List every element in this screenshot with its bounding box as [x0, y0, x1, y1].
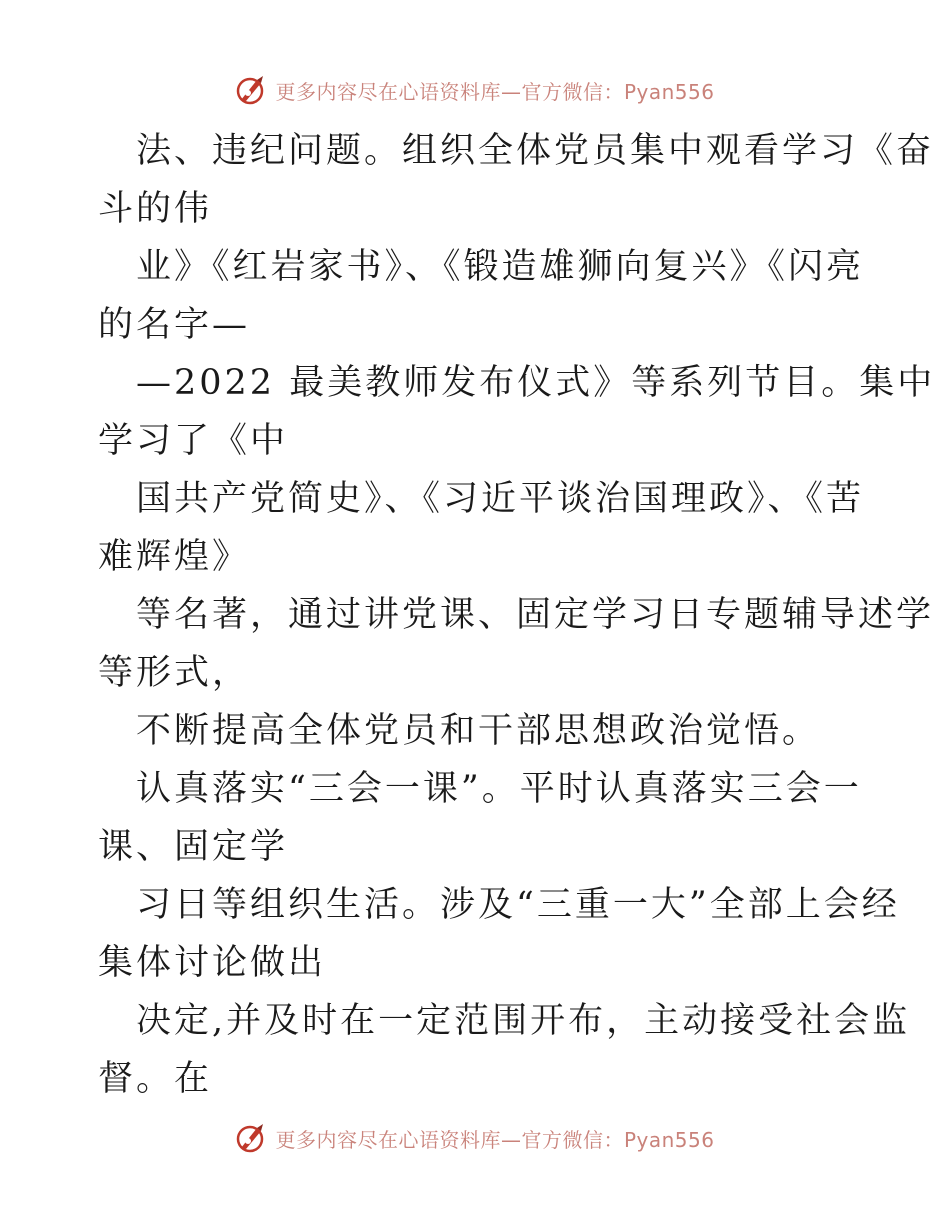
text-line: 学习了《中	[98, 421, 289, 461]
text-line: 斗的伟	[98, 189, 213, 229]
text-line: 督。在	[98, 1059, 213, 1099]
text-line: 的名字—	[98, 305, 251, 345]
text-line: 难辉煌》	[98, 537, 251, 577]
document-body	[98, 122, 936, 1108]
text-line: 习日等组织生活。涉及“三重一大”全部上会经	[136, 885, 900, 925]
text-line: 业》《红岩家书》、《锻造雄狮向复兴》《闪亮	[136, 247, 865, 287]
header-banner-text: 更多内容尽在心语资料库—官方微信：Pyan556	[275, 79, 715, 104]
text-line: 认真落实“三会一课”。平时认真落实三会一	[136, 769, 862, 809]
footer-banner-text: 更多内容尽在心语资料库—官方微信：Pyan556	[275, 1127, 715, 1152]
text-line: 等形式，	[98, 653, 251, 693]
text-line: 课、固定学	[98, 827, 289, 867]
header-banner	[0, 70, 950, 110]
text-line: 国共产党简史》、《习近平谈治国理政》、《苦	[136, 479, 865, 519]
text-line: 集体讨论做出	[98, 943, 327, 983]
text-line: 法、违纪问题。组织全体党员集中观看学习《奋	[136, 131, 935, 171]
text-line: 等名著，通过讲党课、固定学习日专题辅导述学	[136, 595, 935, 635]
footer-banner	[0, 1118, 950, 1158]
quill-pen-logo-icon	[235, 1122, 267, 1154]
text-line: —2022 最美教师发布仪式》等系列节目。集中	[136, 363, 936, 403]
text-line: 不断提高全体党员和干部思想政治觉悟。	[136, 711, 821, 751]
quill-pen-logo-icon	[235, 74, 267, 106]
text-line: 决定,并及时在一定范围开布，主动接受社会监	[136, 1001, 911, 1041]
